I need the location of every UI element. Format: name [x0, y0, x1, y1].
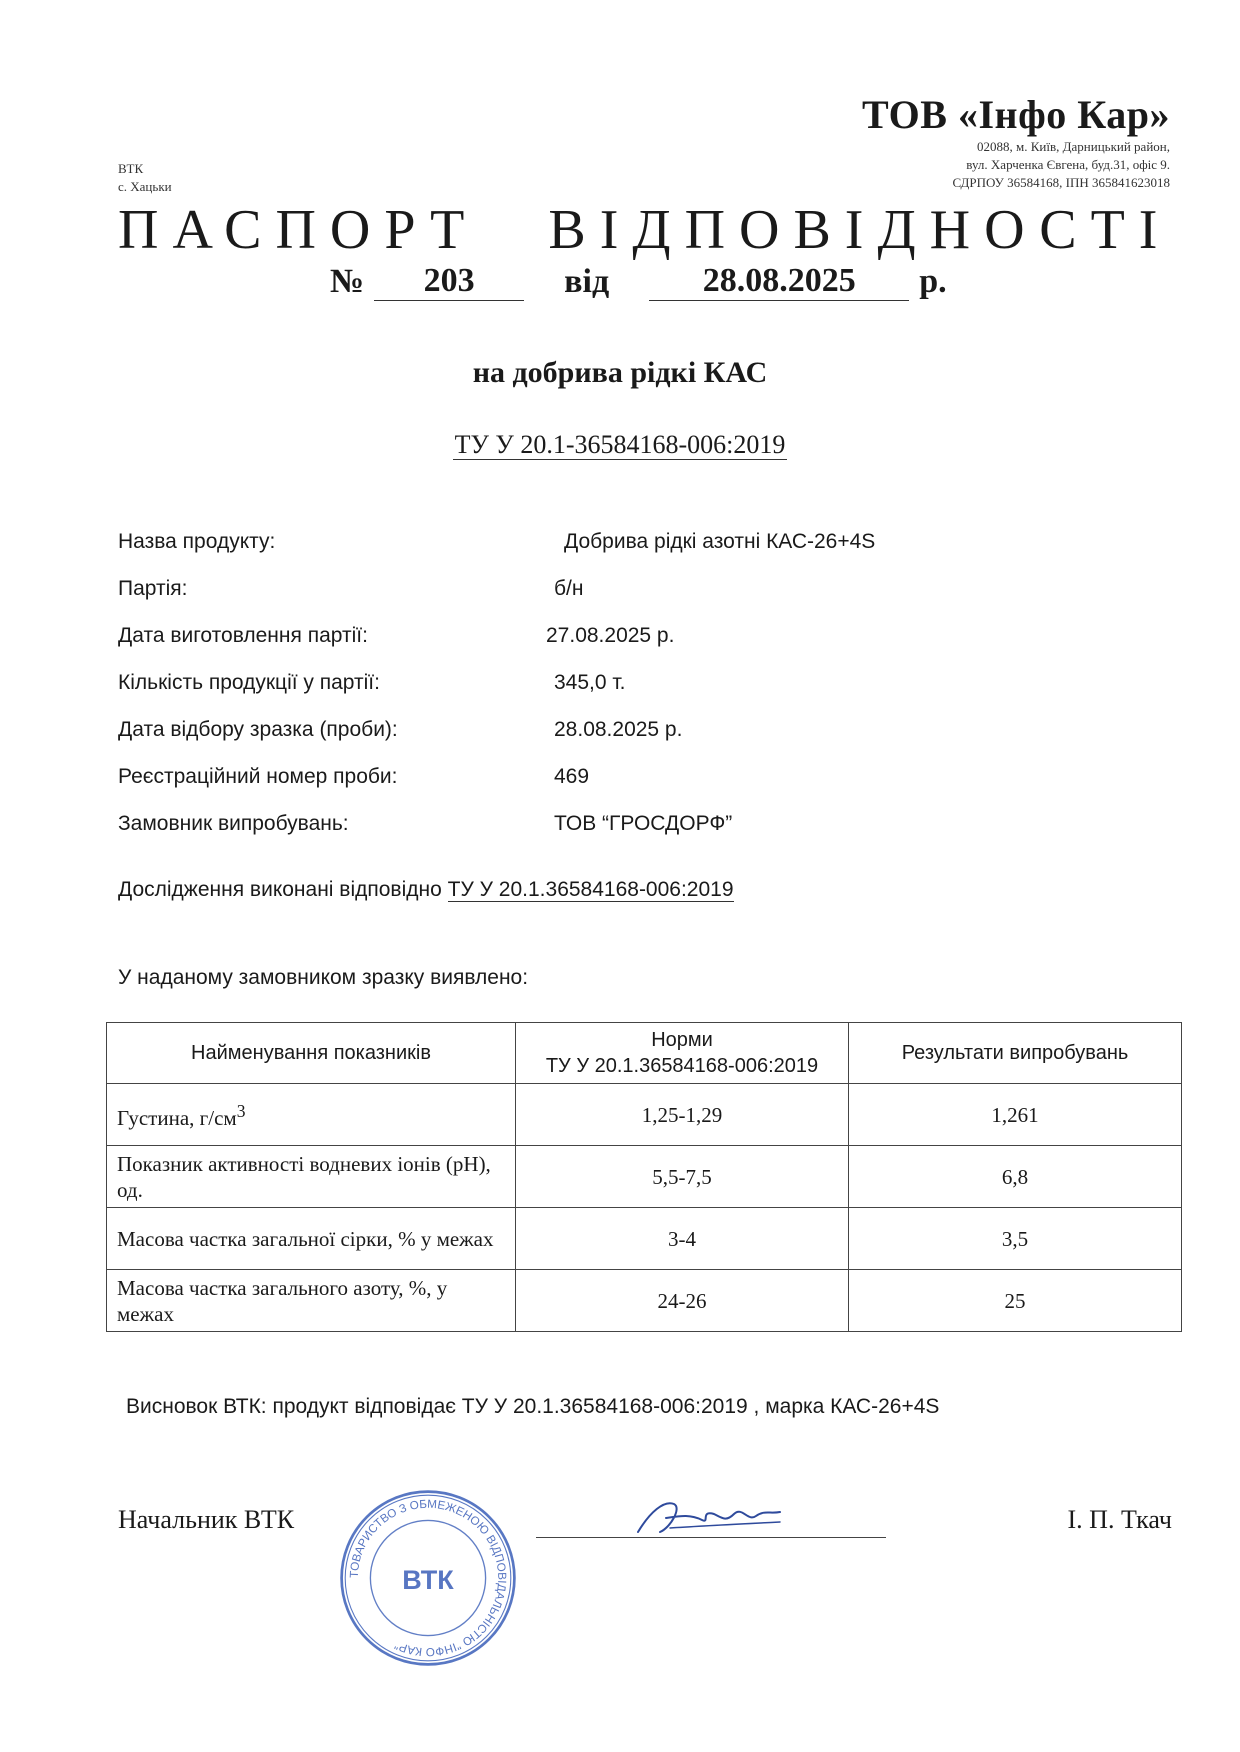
field-row — [118, 624, 1118, 671]
row-indicator: Масова частка загального азоту, %, у межах — [107, 1270, 516, 1332]
from-label: від — [564, 263, 610, 300]
field-value: 27.08.2025 р. — [546, 624, 675, 647]
field-value: ТОВ “ГРОСДОРФ” — [554, 812, 733, 835]
field-row — [118, 765, 1118, 812]
stamp-center-text: ВТК — [402, 1564, 454, 1595]
handwritten-signature — [630, 1492, 790, 1542]
table-header-row — [107, 1023, 1182, 1084]
vtk-label: ВТК — [118, 161, 144, 176]
field-label: Партія: — [118, 577, 188, 600]
field-row — [118, 577, 1118, 624]
row-result: 1,261 — [849, 1084, 1182, 1146]
document-number: 203 — [374, 262, 524, 301]
field-label: Замовник випробувань: — [118, 812, 349, 835]
company-address-line-1: 02088, м. Київ, Дарницький район, — [977, 139, 1170, 154]
header-norms-line-1: Норми — [651, 1029, 713, 1051]
number-label: № — [330, 263, 365, 300]
qc-conclusion: Висновок ВТК: продукт відповідає ТУ У 20.1.36584168-006:2019 , марка КАС-26+4S — [126, 1395, 940, 1418]
research-statement — [118, 878, 734, 902]
row-norm: 5,5-7,5 — [516, 1146, 849, 1208]
indicator-superscript: 3 — [236, 1101, 246, 1121]
results-table — [106, 1022, 1182, 1332]
row-indicator: Показник активності водневих іонів (рН), од. — [107, 1146, 516, 1208]
field-label: Дата виготовлення партії: — [118, 624, 368, 647]
signatory-name: І. П. Ткач — [1067, 1505, 1172, 1534]
table-row — [107, 1146, 1182, 1208]
research-prefix: Дослідження виконані відповідно — [118, 878, 448, 901]
company-registration: СДРПОУ 36584168, ІПН 365841623018 — [952, 175, 1170, 190]
row-result: 3,5 — [849, 1208, 1182, 1270]
found-text: У наданому замовником зразку виявлено: — [118, 966, 529, 989]
table-row — [107, 1270, 1182, 1332]
row-indicator: Масова частка загальної сірки, % у межах — [107, 1208, 516, 1270]
spec-code-block — [0, 430, 1240, 460]
table-row — [107, 1084, 1182, 1146]
document-date: 28.08.2025 — [649, 262, 909, 301]
title-word-passport: ПАСПОРТ — [118, 199, 479, 261]
field-label: Назва продукту: — [118, 530, 276, 553]
field-row — [118, 530, 1118, 577]
stamp-seal — [338, 1488, 518, 1668]
company-address-line-2: вул. Харченка Євгена, буд.31, офіс 9. — [966, 157, 1170, 172]
field-value: 28.08.2025 р. — [554, 718, 683, 741]
field-row — [118, 812, 1118, 859]
header-norms-line-2: ТУ У 20.1.36584168-006:2019 — [545, 1055, 819, 1077]
title-word-conformity: ВІДПОВІДНОСТІ — [548, 199, 1172, 261]
company-block — [862, 92, 1170, 192]
vtk-header — [118, 160, 172, 196]
header-norms — [516, 1023, 849, 1084]
row-norm: 24-26 — [516, 1270, 849, 1332]
document-number-line — [330, 262, 947, 301]
field-row — [118, 718, 1118, 765]
stamp-outer-text: ТОВАРИСТВО З ОБМЕЖЕНОЮ ВІДПОВІДАЛЬНІСТЮ "ІНФО КАР" — [347, 1497, 509, 1659]
document-title — [118, 198, 1178, 262]
year-suffix: р. — [919, 263, 947, 300]
research-spec: ТУ У 20.1.36584168-006:2019 — [447, 878, 734, 901]
row-indicator — [107, 1084, 516, 1146]
product-fields — [118, 530, 1118, 859]
row-result: 25 — [849, 1270, 1182, 1332]
indicator-text: Густина, г/см — [117, 1106, 237, 1130]
spec-code: ТУ У 20.1-36584168-006:2019 — [454, 430, 786, 459]
vtk-location: с. Хацьки — [118, 179, 172, 194]
row-norm: 3-4 — [516, 1208, 849, 1270]
field-label: Дата відбору зразка (проби): — [118, 718, 398, 741]
header-results: Результати випробувань — [849, 1023, 1182, 1084]
field-row — [118, 671, 1118, 718]
field-value: Добрива рідкі азотні КАС-26+4S — [564, 530, 876, 553]
field-value: 345,0 т. — [554, 671, 626, 694]
field-label: Кількість продукції у партії: — [118, 671, 380, 694]
row-result: 6,8 — [849, 1146, 1182, 1208]
table-row — [107, 1208, 1182, 1270]
field-label: Реєстраційний номер проби: — [118, 765, 398, 788]
field-value: б/н — [554, 577, 584, 600]
row-norm: 1,25-1,29 — [516, 1084, 849, 1146]
document-subtitle: на добрива рідкі КАС — [472, 356, 768, 389]
company-name: ТОВ «Інфо Кар» — [862, 92, 1170, 137]
field-value: 469 — [554, 765, 590, 788]
header-indicator: Найменування показників — [107, 1023, 516, 1084]
signatory-position: Начальник ВТК — [118, 1505, 295, 1534]
